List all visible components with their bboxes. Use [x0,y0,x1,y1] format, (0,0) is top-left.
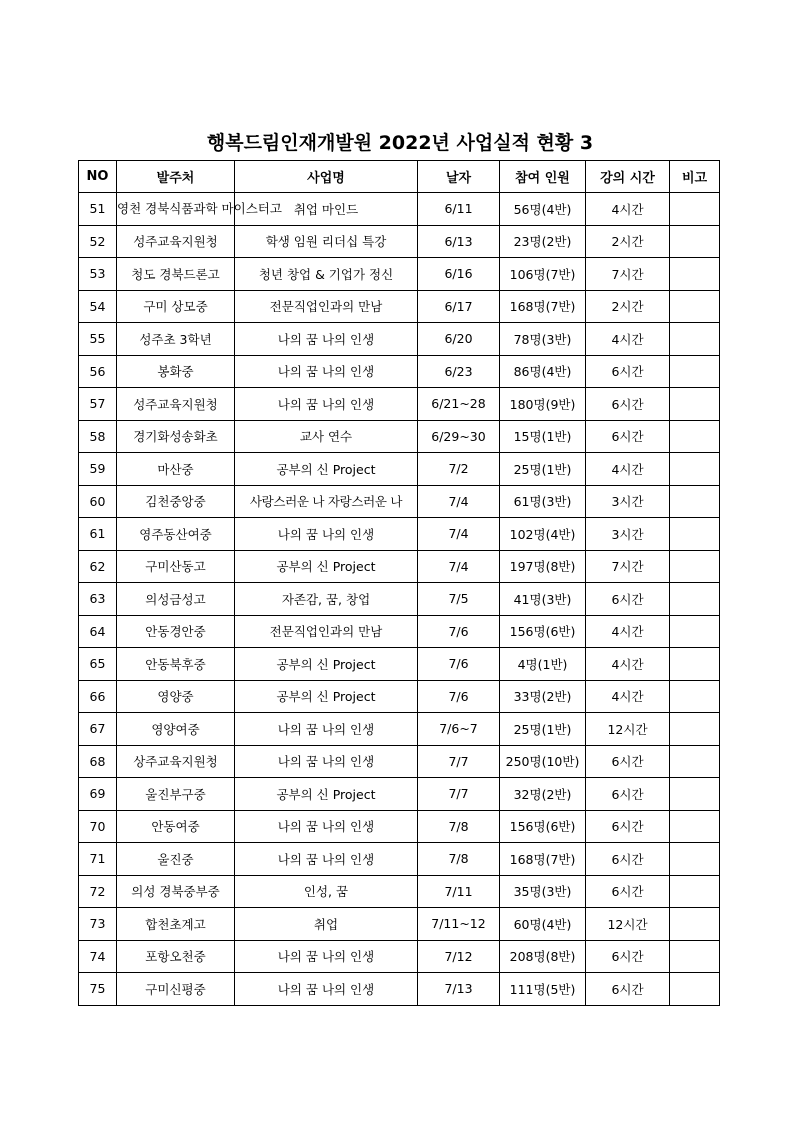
cell-hours: 6시간 [586,583,670,616]
cell-project: 공부의 신 Project [235,680,418,713]
cell-hours: 6시간 [586,420,670,453]
table-row [79,420,720,453]
cell-no: 54 [79,290,117,323]
cell-no: 67 [79,713,117,746]
cell-participants: 60명(4반) [500,908,586,941]
cell-no: 62 [79,550,117,583]
cell-project: 나의 꿈 나의 인생 [235,973,418,1006]
cell-client: 경기화성송화초 [117,420,235,453]
cell-project: 학생 임원 리더십 특강 [235,225,418,258]
cell-project: 공부의 신 Project [235,550,418,583]
header-hours: 강의 시간 [586,161,670,193]
cell-no: 51 [79,193,117,226]
cell-client: 안동경안중 [117,615,235,648]
cell-hours: 3시간 [586,485,670,518]
cell-date: 7/2 [418,453,500,486]
cell-date: 7/4 [418,485,500,518]
cell-no: 59 [79,453,117,486]
cell-participants: 168명(7반) [500,290,586,323]
cell-project: 교사 연수 [235,420,418,453]
cell-date: 7/8 [418,843,500,876]
cell-hours: 6시간 [586,778,670,811]
cell-note [670,615,720,648]
cell-note [670,453,720,486]
cell-note [670,258,720,291]
cell-project: 청년 창업 & 기업가 정신 [235,258,418,291]
cell-client: 구미신평중 [117,973,235,1006]
table-row [79,680,720,713]
cell-client: 합천초계고 [117,908,235,941]
cell-date: 7/6 [418,680,500,713]
cell-note [670,745,720,778]
cell-client: 안동여중 [117,810,235,843]
cell-participants: 35명(3반) [500,875,586,908]
cell-client: 성주초 3학년 [117,323,235,356]
cell-date: 7/6~7 [418,713,500,746]
cell-date: 6/11 [418,193,500,226]
cell-hours: 7시간 [586,258,670,291]
cell-note [670,908,720,941]
cell-note [670,875,720,908]
cell-client: 김천중앙중 [117,485,235,518]
table-row [79,550,720,583]
cell-no: 64 [79,615,117,648]
cell-no: 73 [79,908,117,941]
table-row [79,973,720,1006]
table-row [79,778,720,811]
cell-date: 7/6 [418,615,500,648]
cell-project: 공부의 신 Project [235,453,418,486]
cell-client: 마산중 [117,453,235,486]
cell-date: 6/13 [418,225,500,258]
cell-no: 63 [79,583,117,616]
cell-participants: 197명(8반) [500,550,586,583]
table-row [79,745,720,778]
cell-hours: 6시간 [586,355,670,388]
cell-no: 68 [79,745,117,778]
cell-note [670,583,720,616]
cell-note [670,680,720,713]
cell-project: 나의 꿈 나의 인생 [235,518,418,551]
cell-project: 나의 꿈 나의 인생 [235,810,418,843]
cell-date: 7/4 [418,550,500,583]
table-row [79,290,720,323]
cell-client: 영천 경북식품과학 마이스터고 [117,193,235,226]
cell-date: 7/4 [418,518,500,551]
cell-no: 65 [79,648,117,681]
cell-client: 봉화중 [117,355,235,388]
cell-project: 전문직업인과의 만남 [235,290,418,323]
cell-participants: 168명(7반) [500,843,586,876]
cell-participants: 208명(8반) [500,940,586,973]
cell-project: 취업 마인드 [235,193,418,226]
cell-client: 영양중 [117,680,235,713]
cell-date: 7/11~12 [418,908,500,941]
cell-project: 인성, 꿈 [235,875,418,908]
table-row [79,225,720,258]
cell-project: 자존감, 꿈, 창업 [235,583,418,616]
header-project: 사업명 [235,161,418,193]
cell-project: 나의 꿈 나의 인생 [235,713,418,746]
cell-participants: 61명(3반) [500,485,586,518]
cell-hours: 7시간 [586,550,670,583]
cell-client: 구미산동고 [117,550,235,583]
cell-no: 75 [79,973,117,1006]
cell-project: 취업 [235,908,418,941]
cell-client: 영양여중 [117,713,235,746]
cell-project: 전문직업인과의 만남 [235,615,418,648]
cell-note [670,940,720,973]
cell-date: 6/23 [418,355,500,388]
cell-no: 57 [79,388,117,421]
cell-participants: 156명(6반) [500,810,586,843]
cell-hours: 6시간 [586,843,670,876]
cell-note [670,778,720,811]
cell-hours: 4시간 [586,323,670,356]
header-participants: 참여 인원 [500,161,586,193]
cell-hours: 4시간 [586,193,670,226]
cell-note [670,713,720,746]
cell-client: 울진중 [117,843,235,876]
cell-no: 69 [79,778,117,811]
table-row [79,908,720,941]
table-row [79,453,720,486]
cell-note [670,973,720,1006]
cell-note [670,518,720,551]
cell-project: 나의 꿈 나의 인생 [235,355,418,388]
cell-hours: 2시간 [586,225,670,258]
table-row [79,615,720,648]
cell-note [670,388,720,421]
cell-hours: 3시간 [586,518,670,551]
cell-participants: 106명(7반) [500,258,586,291]
cell-date: 7/13 [418,973,500,1006]
cell-note [670,355,720,388]
table-body [79,193,720,1006]
cell-participants: 23명(2반) [500,225,586,258]
cell-hours: 6시간 [586,875,670,908]
cell-note [670,843,720,876]
cell-project: 공부의 신 Project [235,648,418,681]
table-row [79,583,720,616]
cell-note [670,420,720,453]
cell-project: 사랑스러운 나 자랑스러운 나 [235,485,418,518]
cell-date: 6/17 [418,290,500,323]
cell-note [670,550,720,583]
cell-hours: 4시간 [586,615,670,648]
cell-participants: 78명(3반) [500,323,586,356]
table-row [79,940,720,973]
cell-participants: 111명(5반) [500,973,586,1006]
cell-date: 6/29~30 [418,420,500,453]
cell-no: 71 [79,843,117,876]
cell-participants: 25명(1반) [500,453,586,486]
cell-client: 성주교육지원청 [117,388,235,421]
table-row [79,843,720,876]
header-client: 발주처 [117,161,235,193]
cell-no: 55 [79,323,117,356]
cell-note [670,485,720,518]
cell-hours: 6시간 [586,940,670,973]
cell-hours: 6시간 [586,745,670,778]
header-note: 비고 [670,161,720,193]
table-row [79,388,720,421]
cell-project: 나의 꿈 나의 인생 [235,388,418,421]
cell-project: 공부의 신 Project [235,778,418,811]
cell-no: 66 [79,680,117,713]
cell-hours: 4시간 [586,680,670,713]
table-row [79,485,720,518]
cell-project: 나의 꿈 나의 인생 [235,940,418,973]
cell-client: 성주교육지원청 [117,225,235,258]
cell-participants: 102명(4반) [500,518,586,551]
cell-date: 6/21~28 [418,388,500,421]
cell-client: 안동북후중 [117,648,235,681]
cell-participants: 15명(1반) [500,420,586,453]
cell-date: 7/6 [418,648,500,681]
cell-participants: 86명(4반) [500,355,586,388]
cell-project: 나의 꿈 나의 인생 [235,745,418,778]
cell-note [670,225,720,258]
cell-hours: 12시간 [586,908,670,941]
cell-participants: 4명(1반) [500,648,586,681]
cell-note [670,290,720,323]
cell-hours: 4시간 [586,648,670,681]
cell-client: 상주교육지원청 [117,745,235,778]
cell-date: 7/11 [418,875,500,908]
cell-no: 61 [79,518,117,551]
cell-hours: 4시간 [586,453,670,486]
table-row [79,713,720,746]
table-row [79,810,720,843]
cell-client: 포항오천중 [117,940,235,973]
cell-date: 7/5 [418,583,500,616]
cell-client: 울진부구중 [117,778,235,811]
table-row [79,518,720,551]
cell-participants: 250명(10반) [500,745,586,778]
cell-participants: 56명(4반) [500,193,586,226]
cell-note [670,323,720,356]
cell-hours: 6시간 [586,388,670,421]
table-header-row [79,161,720,193]
cell-participants: 32명(2반) [500,778,586,811]
cell-no: 58 [79,420,117,453]
cell-no: 53 [79,258,117,291]
cell-no: 52 [79,225,117,258]
cell-date: 6/16 [418,258,500,291]
cell-hours: 6시간 [586,810,670,843]
cell-hours: 2시간 [586,290,670,323]
cell-no: 70 [79,810,117,843]
cell-project: 나의 꿈 나의 인생 [235,323,418,356]
cell-client: 구미 상모중 [117,290,235,323]
table-row [79,323,720,356]
table-row [79,258,720,291]
table-row [79,648,720,681]
cell-participants: 180명(9반) [500,388,586,421]
cell-participants: 156명(6반) [500,615,586,648]
cell-participants: 25명(1반) [500,713,586,746]
table-row [79,193,720,226]
cell-date: 7/8 [418,810,500,843]
performance-table [78,160,720,1006]
cell-project: 나의 꿈 나의 인생 [235,843,418,876]
cell-no: 74 [79,940,117,973]
cell-hours: 6시간 [586,973,670,1006]
cell-participants: 41명(3반) [500,583,586,616]
cell-note [670,810,720,843]
cell-client: 의성 경북중부중 [117,875,235,908]
cell-client: 청도 경북드론고 [117,258,235,291]
cell-client: 영주동산여중 [117,518,235,551]
cell-note [670,648,720,681]
cell-date: 6/20 [418,323,500,356]
table-row [79,875,720,908]
header-no: NO [79,161,117,193]
cell-date: 7/12 [418,940,500,973]
cell-no: 72 [79,875,117,908]
cell-date: 7/7 [418,778,500,811]
cell-participants: 33명(2반) [500,680,586,713]
cell-note [670,193,720,226]
page-title: 행복드림인재개발원 2022년 사업실적 현황 3 [206,132,594,154]
cell-client: 의성금성고 [117,583,235,616]
header-date: 날자 [418,161,500,193]
table-row [79,355,720,388]
cell-no: 56 [79,355,117,388]
cell-date: 7/7 [418,745,500,778]
cell-no: 60 [79,485,117,518]
cell-hours: 12시간 [586,713,670,746]
